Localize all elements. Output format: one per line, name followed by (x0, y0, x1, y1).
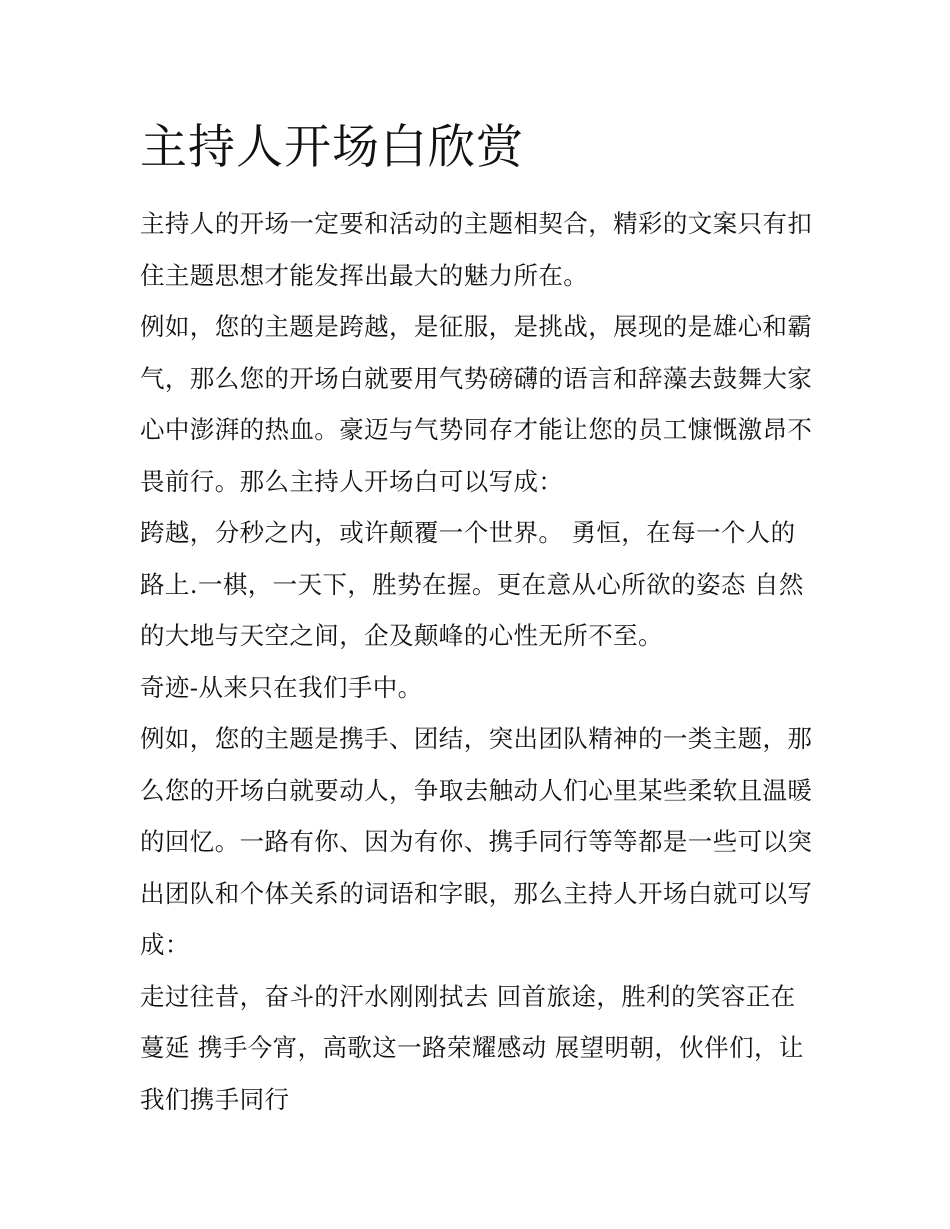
text-line: 例如，您的主题是携手、团结，突出团队精神的一类主题，那 (140, 724, 813, 753)
text-line: 蔓延 携手今宵，高歌这一路荣耀感动 展望明朝，伙伴们，让 (140, 1033, 804, 1062)
text-line: 奇迹-从来只在我们手中。 (140, 672, 423, 702)
text-line: 路上.一棋，一天下，胜势在握。更在意从心所欲的姿态 自然 (140, 569, 804, 599)
text-line: 气，那么您的开场白就要用气势磅礴的语言和辞藻去鼓舞大家 (140, 363, 813, 393)
text-line: 的回忆。一路有你、因为有你、携手同行等等都是一些可以突 (140, 827, 813, 856)
text-line: 例如，您的主题是跨越，是征服，是挑战，展现的是雄心和霸 (140, 312, 813, 341)
text-line: 么您的开场白就要动人，争取去触动人们心里某些柔软且温暖 (140, 775, 813, 805)
paragraph-opening-2 (140, 971, 820, 1126)
document-title: 主持人开场白欣赏 (140, 120, 524, 175)
text-line: 走过往昔，奋斗的汗水刚刚拭去 回首旅途，胜利的笑容正在 (140, 981, 796, 1011)
paragraph-example-1 (140, 301, 820, 507)
text-line: 出团队和个体关系的词语和字眼，那么主持人开场白就可以写 (140, 878, 813, 908)
document-page (140, 112, 820, 1125)
text-line: 跨越，分秒之内，或许颠覆一个世界。 勇恒，在每一个人的 (140, 518, 796, 547)
paragraph-opening-1 (140, 507, 820, 662)
text-line: 住主题思想才能发挥出最大的魅力所在。 (140, 260, 589, 290)
paragraph-intro (140, 198, 820, 301)
text-line: 心中澎湃的热血。豪迈与气势同存才能让您的员工慷慨激昂不 (140, 415, 813, 444)
text-line: 成： (140, 930, 190, 959)
text-line: 我们携手同行 (140, 1084, 290, 1114)
paragraph-miracle (140, 662, 820, 714)
text-line: 主持人的开场一定要和活动的主题相契合，精彩的文案只有扣 (140, 209, 813, 238)
text-line: 的大地与天空之间，企及颠峰的心性无所不至。 (140, 621, 663, 650)
paragraph-example-2 (140, 713, 820, 971)
text-line: 畏前行。那么主持人开场白可以写成： (140, 466, 564, 496)
